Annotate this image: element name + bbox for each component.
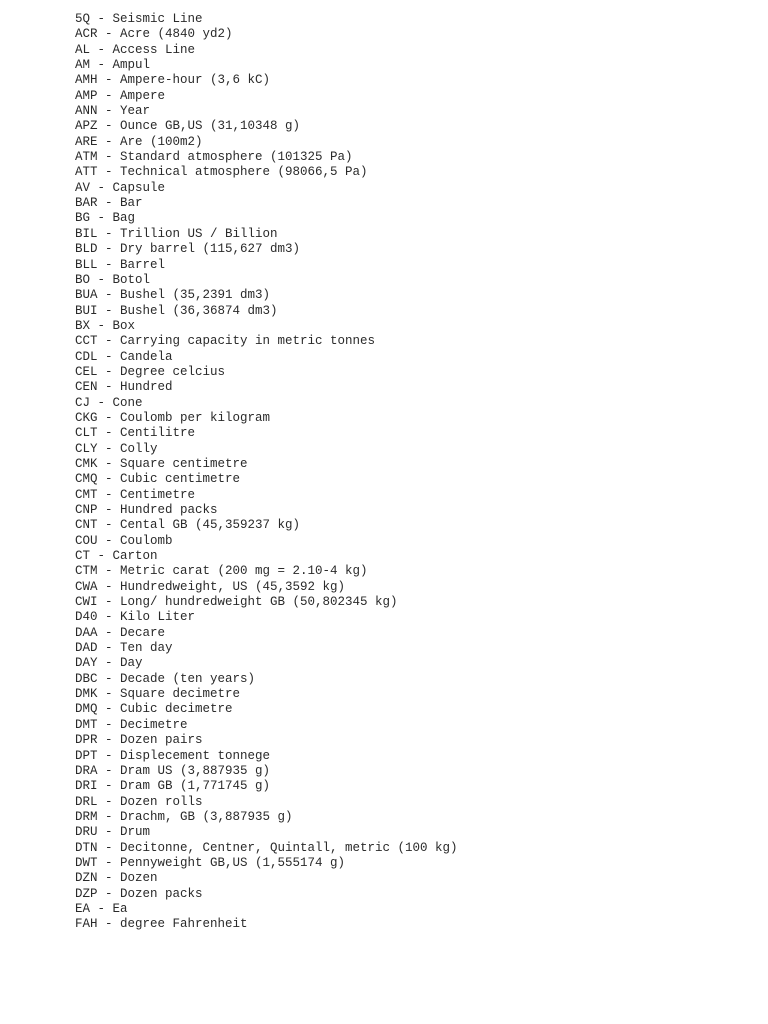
list-item: EA - Ea (75, 901, 128, 916)
list-item: ATM - Standard atmosphere (101325 Pa) (75, 150, 353, 165)
list-item: AM - Ampul (75, 58, 151, 73)
list-item: DMQ - Cubic decimetre (75, 702, 233, 717)
list-item: 5Q - Seismic Line (75, 12, 203, 26)
list-item: DPR - Dozen pairs (75, 733, 203, 748)
list-item: ACR - Acre (4840 yd2) (75, 27, 233, 42)
list-item: DRI - Dram GB (1,771745 g) (75, 779, 271, 794)
list-item: DBC - Decade (ten years) (75, 671, 256, 686)
list-item: ARE - Are (100m2) (75, 134, 203, 149)
list-item: DPT - Displecement tonnege (75, 748, 271, 763)
list-item: DRA - Dram US (3,887935 g) (75, 763, 271, 778)
list-item: DMT - Decimetre (75, 717, 188, 732)
list-item: DAD - Ten day (75, 641, 173, 656)
list-item: FAH - degree Fahrenheit (75, 917, 248, 932)
list-item: DAA - Decare (75, 625, 166, 640)
list-item: BLD - Dry barrel (115,627 dm3) (75, 242, 301, 257)
list-item: CMQ - Cubic centimetre (75, 472, 241, 487)
list-item: BUI - Bushel (36,36874 dm3) (75, 303, 278, 318)
list-item: CNP - Hundred packs (75, 503, 218, 517)
list-item: CWI - Long/ hundredweight GB (50,802345 kg) (75, 595, 398, 610)
list-item: DMK - Square decimetre (75, 687, 241, 702)
list-item: DZN - Dozen (75, 871, 158, 886)
list-item: DTN - Decitonne, Centner, Quintall, metric (100 kg) (75, 840, 458, 855)
list-item: DRU - Drum (75, 825, 151, 840)
list-item: AL - Access Line (75, 42, 196, 57)
list-item: BIL - Trillion US / Billion (75, 226, 278, 241)
list-item: CJ - Cone (75, 395, 143, 410)
list-item: BG - Bag (75, 211, 136, 226)
list-item: CKG - Coulomb per kilogram (75, 410, 271, 425)
list-item: AMH - Ampere-hour (3,6 kC) (75, 73, 271, 88)
list-item: CNT - Cental GB (45,359237 kg) (75, 518, 301, 533)
unit-code-list (75, 12, 458, 933)
list-item: BO - Botol (75, 272, 151, 287)
list-item: DZP - Dozen packs (75, 886, 203, 901)
list-item: CCT - Carrying capacity in metric tonnes (75, 334, 376, 349)
list-item: CT - Carton (75, 549, 158, 564)
list-item: BLL - Barrel (75, 257, 166, 272)
list-item: ANN - Year (75, 104, 151, 119)
list-item: APZ - Ounce GB,US (31,10348 g) (75, 119, 301, 134)
list-item: D40 - Kilo Liter (75, 610, 196, 625)
list-item: CLT - Centilitre (75, 426, 196, 441)
list-item: AV - Capsule (75, 180, 166, 195)
list-item: CTM - Metric carat (200 mg = 2.10-4 kg) (75, 564, 368, 579)
list-item: BAR - Bar (75, 196, 143, 211)
list-item: CMK - Square centimetre (75, 456, 248, 471)
list-item: CWA - Hundredweight, US (45,3592 kg) (75, 579, 346, 594)
list-item: ATT - Technical atmosphere (98066,5 Pa) (75, 165, 368, 180)
list-item: COU - Coulomb (75, 533, 173, 548)
list-item: CLY - Colly (75, 441, 158, 456)
list-item: DWT - Pennyweight GB,US (1,555174 g) (75, 855, 346, 870)
list-item: CEL - Degree celcius (75, 364, 226, 379)
list-item: BX - Box (75, 318, 136, 333)
list-item: CDL - Candela (75, 349, 173, 364)
list-item: BUA - Bushel (35,2391 dm3) (75, 288, 271, 303)
list-item: CEN - Hundred (75, 380, 173, 395)
list-item: CMT - Centimetre (75, 487, 196, 502)
list-item: DAY - Day (75, 656, 143, 671)
list-item: DRM - Drachm, GB (3,887935 g) (75, 809, 293, 824)
list-item: DRL - Dozen rolls (75, 794, 203, 809)
list-item: AMP - Ampere (75, 88, 166, 103)
